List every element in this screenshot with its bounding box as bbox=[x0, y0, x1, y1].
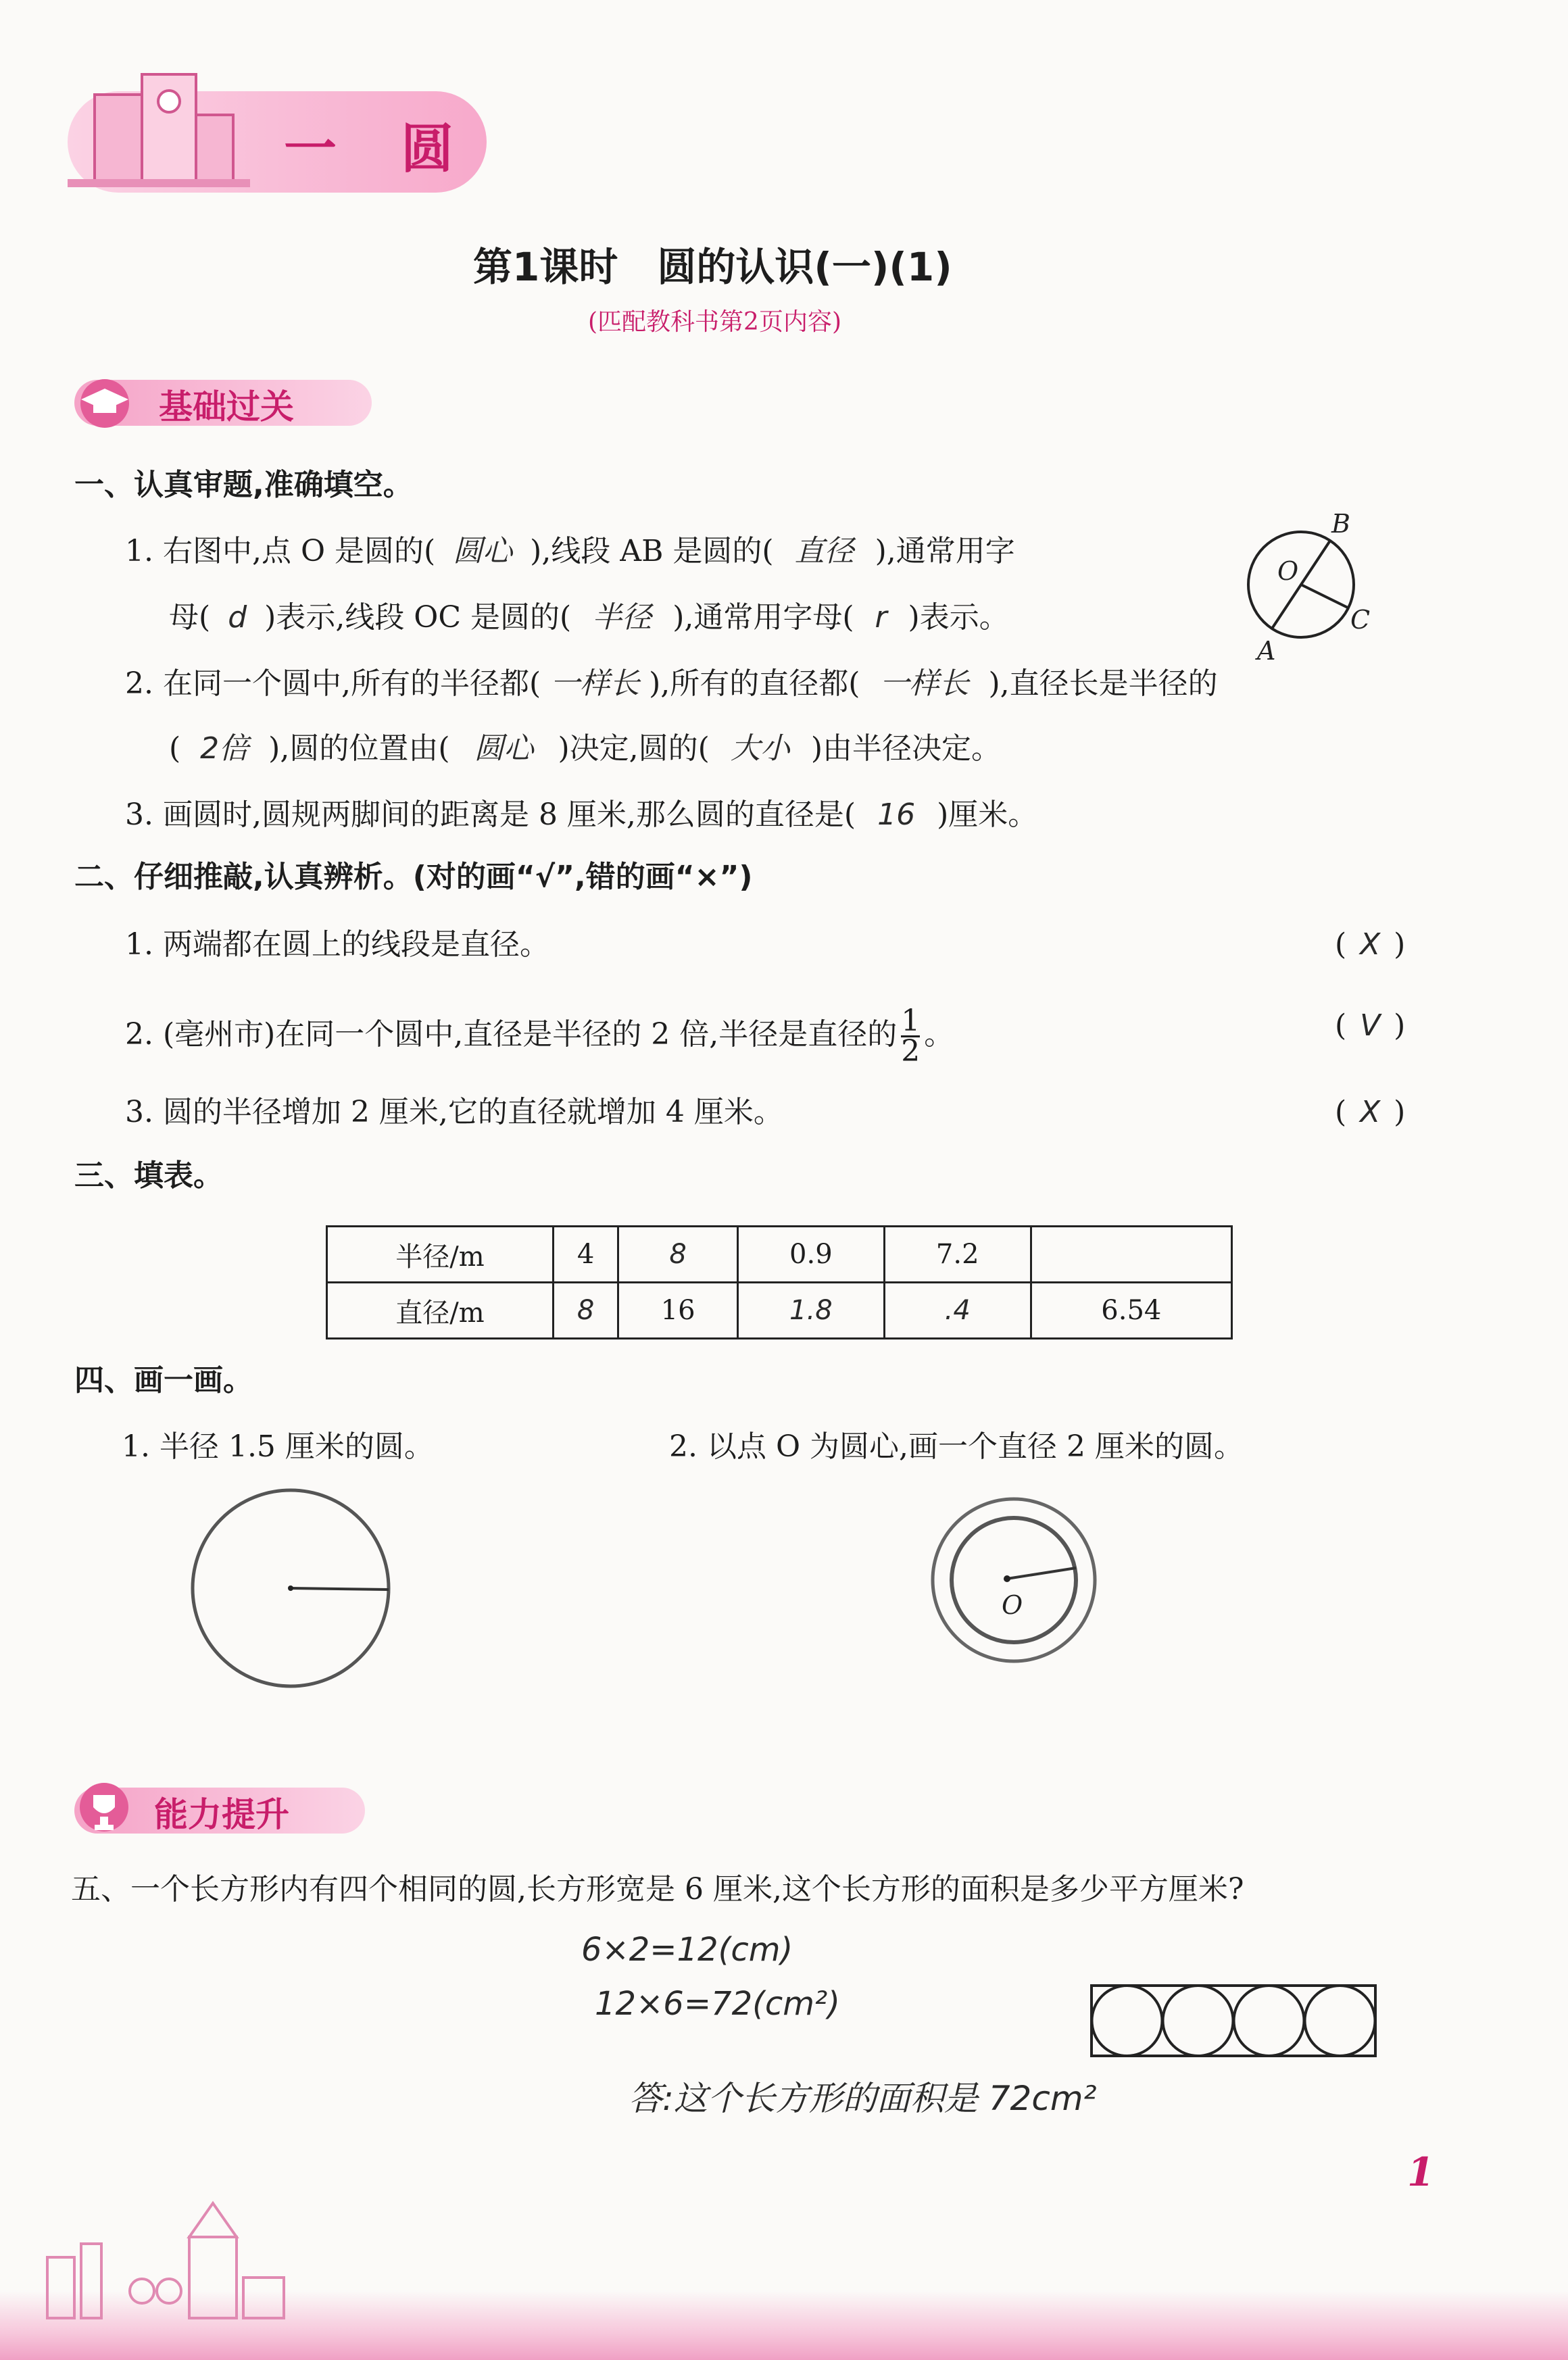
table-cell: 0.9 bbox=[737, 1227, 884, 1283]
town-illustration-icon bbox=[41, 2190, 297, 2325]
q1-answer-center: 圆心 bbox=[453, 534, 513, 568]
table-row bbox=[327, 1283, 1232, 1339]
part5-heading: 五、一个长方形内有四个相同的圆,长方形宽是 6 厘米,这个长方形的面积是多少平方厘米? bbox=[71, 1872, 1244, 1907]
unit-title: 一 圆 bbox=[284, 119, 477, 180]
q3-line: 3. 画圆时,圆规两脚间的距离是 8 厘米,那么圆的直径是( 16 )厘米。 bbox=[125, 796, 1037, 834]
radius-diameter-table bbox=[326, 1225, 1233, 1339]
part3-heading: 三、填表。 bbox=[74, 1158, 223, 1193]
q2-answer-2: 一样长 bbox=[879, 666, 969, 701]
table-cell: 1.8 bbox=[737, 1283, 884, 1339]
label-c: C bbox=[1350, 605, 1371, 635]
q2-line2: ( 2倍 ),圆的位置由( 圆心 )决定,圆的( 大小 )由半径决定。 bbox=[169, 730, 1001, 768]
part4-heading: 四、画一画。 bbox=[74, 1363, 253, 1398]
judge-mark-2: ( V ) bbox=[1335, 1008, 1406, 1043]
judge-item-3: 3. 圆的半径增加 2 厘米,它的直径就增加 4 厘米。 bbox=[125, 1095, 783, 1129]
page-number: 1 bbox=[1407, 2149, 1435, 2195]
row-label-radius: 半径/m bbox=[327, 1227, 554, 1283]
q2-answer-1: 一样长 bbox=[550, 666, 640, 701]
table-cell: 16 bbox=[618, 1283, 738, 1339]
q1-answer-r: r bbox=[875, 600, 887, 635]
q1-answer-diameter: 直径 bbox=[794, 534, 854, 568]
lesson-subtitle: (匹配教科书第2页内容) bbox=[588, 308, 841, 336]
q2-answer-5: 大小 bbox=[730, 731, 790, 766]
table-cell: 4 bbox=[554, 1227, 618, 1283]
judge-mark-3: ( X ) bbox=[1335, 1095, 1406, 1129]
center-label-o: O bbox=[1002, 1590, 1023, 1620]
q1-answer-d: d bbox=[228, 600, 247, 635]
circle-figure bbox=[1237, 507, 1386, 669]
table-cell: 8 bbox=[554, 1283, 618, 1339]
label-o: O bbox=[1277, 556, 1299, 586]
draw-q2: 2. 以点 O 为圆心,画一个直径 2 厘米的圆。 bbox=[669, 1429, 1244, 1464]
table-cell: 8 bbox=[618, 1227, 738, 1283]
lesson-title: 第1课时 圆的认识(一)(1) bbox=[473, 244, 952, 290]
drawn-circle-1 bbox=[182, 1480, 412, 1710]
section-advance-label: 能力提升 bbox=[154, 1795, 289, 1834]
rectangle-four-circles bbox=[1088, 1980, 1379, 2061]
drawn-circle-2 bbox=[926, 1494, 1115, 1669]
judge-mark-1: ( X ) bbox=[1335, 927, 1406, 962]
trophy-icon bbox=[76, 1777, 137, 1845]
work-line-2: 12×6=72(cm²) bbox=[595, 1985, 840, 2023]
part1-heading: 一、认真审题,准确填空。 bbox=[74, 468, 413, 502]
q3-answer: 16 bbox=[877, 797, 916, 832]
building-illustration-icon bbox=[54, 54, 257, 203]
row-label-diameter: 直径/m bbox=[327, 1283, 554, 1339]
work-line-1: 6×2=12(cm) bbox=[581, 1931, 793, 1969]
section-basic-label: 基础过关 bbox=[159, 387, 294, 426]
work-answer: 答:这个长方形的面积是 72cm² bbox=[629, 2079, 1097, 2118]
q2-line1: 2. 在同一个圆中,所有的半径都( 一样长 ),所有的直径都( 一样长 ),直径长是半径的 bbox=[125, 665, 1218, 703]
table-cell bbox=[1031, 1227, 1231, 1283]
q1-line1: 1. 右图中,点 O 是圆的( 圆心 ),线段 AB 是圆的( 直径 ),通常用字 bbox=[125, 533, 1015, 570]
judge-item-2: 2. (亳州市)在同一个圆中,直径是半径的 2 倍,半径是直径的 $\frac{1}{2}$ 。 bbox=[125, 1004, 954, 1068]
draw-q1: 1. 半径 1.5 厘米的圆。 bbox=[122, 1429, 434, 1464]
q2-answer-4: 圆心 bbox=[474, 731, 534, 766]
label-a: A bbox=[1257, 636, 1276, 666]
label-b: B bbox=[1331, 509, 1350, 539]
table-cell: 6.54 bbox=[1031, 1283, 1231, 1339]
table-cell: .4 bbox=[884, 1283, 1031, 1339]
part2-heading: 二、仔细推敲,认真辨析。(对的画“√”,错的画“×”) bbox=[74, 860, 753, 894]
graduation-cap-icon bbox=[74, 375, 142, 429]
judge-item-1: 1. 两端都在圆上的线段是直径。 bbox=[125, 927, 549, 962]
q1-line2: 母( d )表示,线段 OC 是圆的( 半径 ),通常用字母( r )表示。 bbox=[169, 599, 1009, 637]
q1-answer-radius: 半径 bbox=[592, 600, 652, 635]
table-row bbox=[327, 1227, 1232, 1283]
fraction-half: $\frac{1}{2}$ bbox=[901, 1004, 921, 1068]
q2-answer-3: 2倍 bbox=[200, 731, 249, 766]
table-cell: 7.2 bbox=[884, 1227, 1031, 1283]
